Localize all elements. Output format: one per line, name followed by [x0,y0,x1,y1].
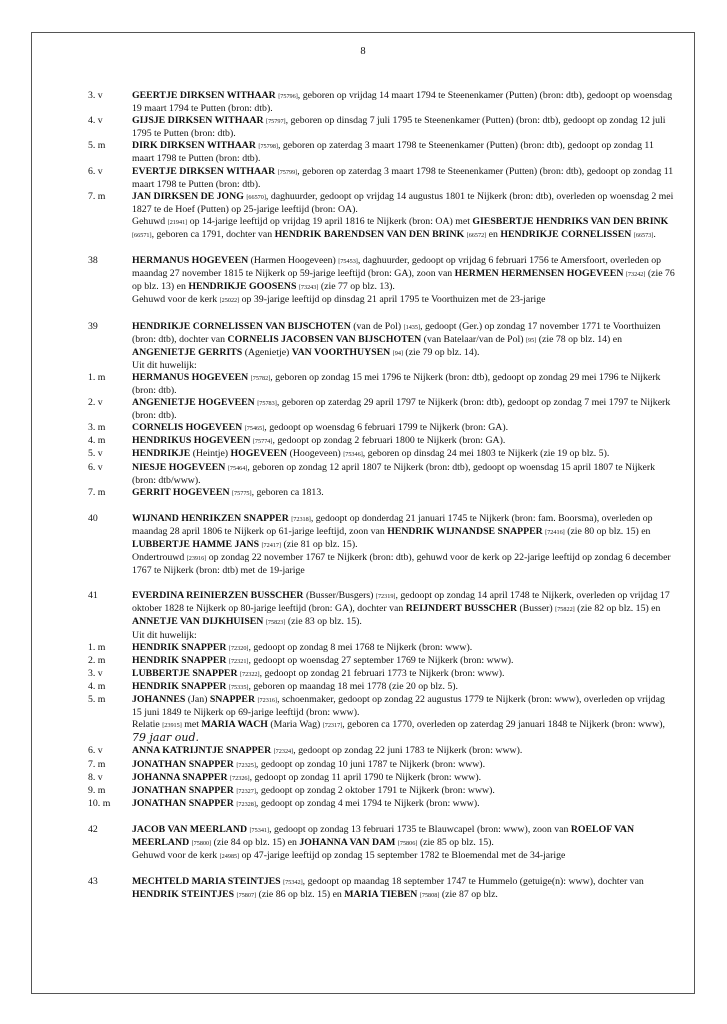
person-entry [88,876,676,902]
person-entry [88,513,676,577]
entry-text: HENDRIKJE (Heintje) HOGEVEEN (Hoogeveen) [75346], geboren op dinsdag 24 mei 1803 te Nijkerk (zie 19 op blz. 5). [132,448,610,460]
entry-text: HENDRIKJE CORNELISSEN VAN BIJSCHOTEN (van de Pol) [1435], gedoopt (Ger.) op zondag 17 november 1771 te Voorthuizen (bron: dtb), dochter van CORNELIS JACOBSEN VAN BIJSCHOTEN (van Batelaar/van de Pol) [95] (zie 78 op blz. 14) en ANGENIETJE GERRITS (Agenietje) VAN VOORTHUYSEN [94] (zie 79 op blz. 14). Uit dit huwelijk: [132,320,661,371]
entry-number: 43 [88,876,98,888]
child-entry [88,397,676,422]
entry-text: JAN DIRKSEN DE JONG [66570], daghuurder, gedoopt op vrijdag 14 augustus 1801 te Nijkerk (bron: dtb), overleden op woensdag 2 mei 1827 te de Hoef (Putten) op 25-jarige leeftijd (bron: OA). Gehuwd [21941] op 14-jarige leeftijd op vrijdag 19 april 1816 te Nijkerk (bron: OA) met GIESBERTJE HENDRIKS VAN DEN BRINK [66571], geboren ca 1791, dochter van HENDRIK BARENDSEN VAN DEN BRINK [66572] en HENDRIKJE CORNELISSEN [66573]. [132,190,674,241]
genealogy-text [88,90,676,902]
child-order: 5. m [88,694,106,706]
child-order: 1. m [88,371,106,383]
child-order: 8. v [88,771,103,783]
child-entry [88,642,676,655]
entry-text: DIRK DIRKSEN WITHAAR [75798], geboren op zaterdag 3 maart 1798 te Steenenkamer (Putten) (bron: dtb), gedoopt op zondag 11 maart 1798 te Putten (bron: dtb). [132,140,654,165]
child-order: 2. m [88,654,106,666]
entry-number: 39 [88,320,98,332]
child-entry [88,448,676,461]
child-order: 3. m [88,422,106,434]
child-entry [88,435,676,448]
child-entry [88,115,676,140]
section-gap [88,863,676,876]
child-entry [88,422,676,435]
entry-text: HENDRIKUS HOGEVEEN [75774], gedoopt op zondag 2 februari 1800 te Nijkerk (bron: GA). [132,435,506,447]
entry-text: HENDRIK SNAPPER [72320], gedoopt op zondag 8 mei 1768 te Nijkerk (bron: www). [132,641,473,653]
person-entry [88,321,676,372]
child-order: 2. v [88,397,103,409]
child-entry [88,694,676,745]
child-entry [88,140,676,165]
entry-text: JONATHAN SNAPPER [72327], gedoopt op zondag 2 oktober 1791 te Nijkerk (bron: www). [132,784,495,796]
child-order: 4. m [88,435,106,447]
entry-text: GIJSJE DIRKSEN WITHAAR [75797], geboren op dinsdag 7 juli 1795 te Steenenkamer (Putten) (bron: dtb), gedoopt op zondag 12 juli 1795 te Putten (bron: dtb). [132,115,666,140]
child-entry [88,191,676,242]
child-entry [88,772,676,785]
child-order: 10. m [88,797,111,809]
entry-text: JACOB VAN MEERLAND [75341], gedoopt op zondag 13 februari 1735 te Blauwcapel (bron: www), zoon van ROELOF VAN MEERLAND [75800] (zie 84 op blz. 15) en JOHANNA VAN DAM [75806] (zie 85 op blz. 15). Gehuwd voor de kerk [24985] op 47-jarige leeftijd op zondag 15 september 1782 te Bloemendal met de 34-jarige [132,823,635,862]
entry-text: CORNELIS HOGEVEEN [75465], gedoopt op woensdag 6 februari 1799 te Nijkerk (bron: GA). [132,422,509,434]
child-order: 5. m [88,140,106,152]
entry-text: EVERTJE DIRKSEN WITHAAR [75799], geboren op zaterdag 3 maart 1798 te Steenenkamer (Putten) (bron: dtb), gedoopt op zondag 11 maart 1798 te Putten (bron: dtb). [132,165,674,190]
child-entry [88,462,676,487]
entry-text: EVERDINA REINIERZEN BUSSCHER (Busser/Busgers) [72319], gedoopt op zondag 14 april 1748 te Nijkerk, overleden op vrijdag 17 oktober 1828 te Nijkerk op 80-jarige leeftijd (bron: GA), dochter van REIJNDERT BUSSCHER (Busser) [75822] (zie 82 op blz. 15) en ANNETJE VAN DIJKHUISEN [75823] (zie 83 op blz. 15). Uit dit huwelijk: [132,590,670,641]
child-entry [88,487,676,500]
page-number: 8 [360,46,366,57]
entry-number: 40 [88,512,98,524]
child-entry [88,681,676,694]
child-order: 7. m [88,758,106,770]
entry-text: JONATHAN SNAPPER [72325], gedoopt op zondag 10 juni 1787 te Nijkerk (bron: www). [132,758,486,770]
entry-text: GEERTJE DIRKSEN WITHAAR [75796], geboren op vrijdag 14 maart 1794 te Steenenkamer (Putten) (bron: dtb), gedoopt op woensdag 19 maart 1794 te Putten (bron: dtb). [132,90,673,115]
person-entry [88,590,676,641]
entry-text: JOHANNA SNAPPER [72326], gedoopt op zondag 11 april 1790 te Nijkerk (bron: www). [132,771,482,783]
child-entry [88,798,676,811]
person-entry [88,255,676,307]
child-order: 1. m [88,641,106,653]
entry-text: JOHANNES (Jan) SNAPPER [72316], schoenmaker, gedoopt op zondag 22 augustus 1779 te Nijkerk (bron: www), overleden op vrijdag 15 juni 1849 te Nijkerk op 69-jarige leeftijd (bron: www). Relatie [23915] met MARIA WACH (Maria Wag) [72317], geboren ca 1770, overleden op zaterdag 29 januari 1848 te Nijkerk (bron: www), 79 jaar oud. [132,694,665,745]
page-frame [31,32,695,994]
section-gap [88,308,676,321]
child-entry [88,785,676,798]
entry-text: LUBBERTJE SNAPPER [72322], gedoopt op zondag 21 februari 1773 te Nijkerk (bron: www). [132,667,505,679]
child-entry [88,668,676,681]
entry-number: 38 [88,255,98,267]
child-order: 4. m [88,680,106,692]
child-order: 3. v [88,667,103,679]
entry-text: HERMANUS HOGEVEEN (Harmen Hoogeveen) [75453], daghuurder, gedoopt op vrijdag 6 februari 1756 te Amersfoort, overleden op maandag 27 november 1815 te Nijkerk op 59-jarige leeftijd (bron: GA), zoon van HERMEN HERMENSEN HOGEVEEN [73242] (zie 76 op blz. 13) en HENDRIKJE GOOSENS [73243] (zie 77 op blz. 13). Gehuwd voor de kerk [25022] op 39-jarige leeftijd op dinsdag 21 april 1795 te Voorthuizen met de 23-jarige [132,255,675,306]
entry-number: 42 [88,823,98,835]
child-order: 6. v [88,165,103,177]
child-entry [88,90,676,115]
child-order: 6. v [88,461,103,473]
child-entry [88,166,676,191]
child-entry [88,759,676,772]
section-gap [88,242,676,255]
section-gap [88,577,676,590]
entry-text: HERMANUS HOGEVEEN [75782], geboren op zondag 15 mei 1796 te Nijkerk (bron: dtb), gedoopt op zondag 29 mei 1796 te Nijkerk (bron: dtb). [132,371,661,396]
entry-text: MECHTELD MARIA STEINTJES [75342], gedoopt op maandag 18 september 1747 te Hummelo (getuige(n): www), dochter van HENDRIK STEINTJES [75807] (zie 86 op blz. 15) en MARIA TIEBEN [75808] (zie 87 op blz. [132,876,644,901]
child-entry [88,655,676,668]
entry-text: JONATHAN SNAPPER [72328], gedoopt op zondag 4 mei 1794 te Nijkerk (bron: www). [132,797,480,809]
entry-text: HENDRIK SNAPPER [75335], geboren op maandag 18 mei 1778 (zie 20 op blz. 5). [132,680,458,692]
child-order: 9. m [88,784,106,796]
child-order: 4. v [88,115,103,127]
child-order: 6. v [88,745,103,757]
child-entry [88,372,676,397]
child-order: 7. m [88,190,106,202]
section-gap [88,811,676,824]
entry-text: GERRIT HOGEVEEN [75775], geboren ca 1813. [132,486,324,498]
entry-text: NIESJE HOGEVEEN [75464], geboren op zondag 12 april 1807 te Nijkerk (bron: dtb), gedoopt op woensdag 15 april 1807 te Nijkerk (bron: dtb/www). [132,461,655,486]
child-entry [88,745,676,758]
entry-text: WIJNAND HENRIKZEN SNAPPER [72318], gedoopt op donderdag 21 januari 1745 te Nijkerk (bron: fam. Boorsma), overleden op maandag 28 april 1806 te Nijkerk op 61-jarige leeftijd, zoon van HENDRIK WIJNANDSE SNAPPER [72416] (zie 80 op blz. 15) en LUBBERTJE HAMME JANS [72417] (zie 81 op blz. 15). Ondertrouwd [23916] op zondag 22 november 1767 te Nijkerk (bron: dtb), gehuwd voor de kerk op 22-jarige leeftijd op zondag 6 december 1767 te Nijkerk (bron: dtb) met de 19-jarige [132,512,671,577]
child-order: 7. m [88,486,106,498]
entry-text: HENDRIK SNAPPER [72321], gedoopt op woensdag 27 september 1769 te Nijkerk (bron: www). [132,654,514,666]
child-order: 3. v [88,90,103,101]
section-gap [88,500,676,513]
entry-number: 41 [88,590,98,602]
child-order: 5. v [88,448,103,460]
entry-text: ANGENIETJE HOGEVEEN [75783], geboren op zaterdag 29 april 1797 te Nijkerk (bron: dtb), gedoopt op zondag 7 mei 1797 te Nijkerk (bron: dtb). [132,397,671,422]
entry-text: ANNA KATRIJNTJE SNAPPER [72324], gedoopt op zondag 22 juni 1783 te Nijkerk (bron: www). [132,745,523,757]
person-entry [88,824,676,863]
